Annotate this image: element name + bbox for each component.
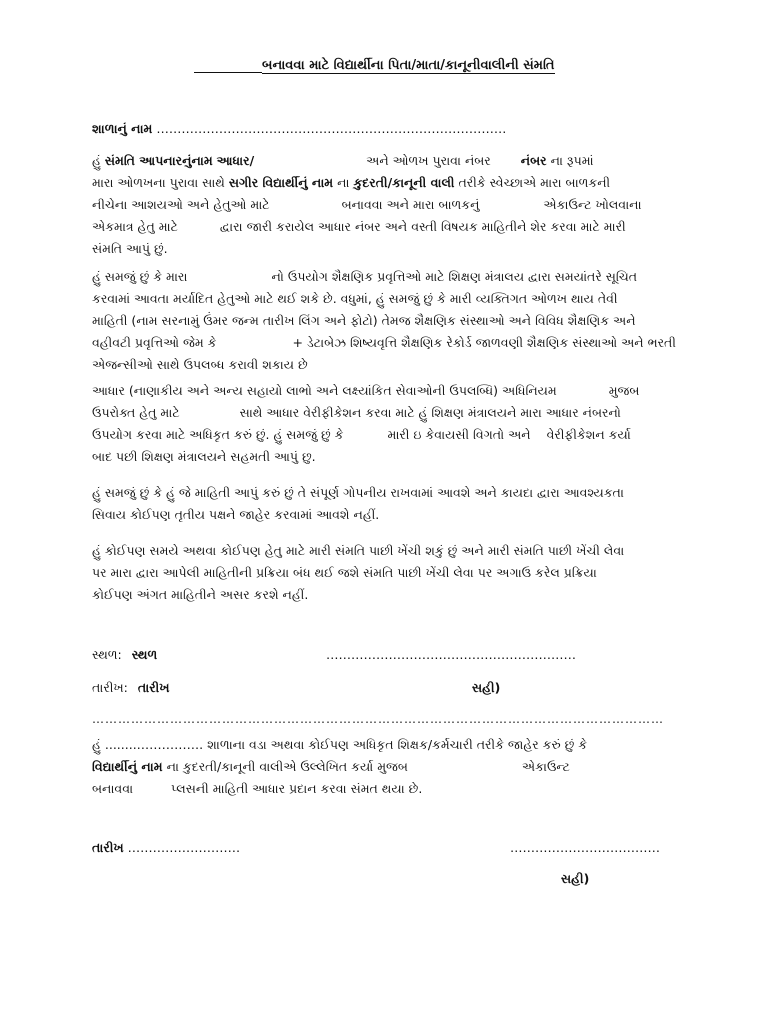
p5-line-3: કોઈપણ અંગત માહિતીને અસર કરશે નહીં. xyxy=(92,587,309,602)
title-text: બનાવવા માટે વિદ્યાર્થીના પિતા/માતા/કાનૂનીવાલીની સંમતિ xyxy=(262,58,555,73)
date-value-1: તારીખ xyxy=(137,680,170,695)
place-value: સ્થળ xyxy=(131,647,158,662)
p2-line-4: વહીવટી પ્રવૃત્તિઓ જેમ કે + ડેટાબેઝ શિષ્યવૃત્તિ શૈક્ષણિક રેકોર્ડ જાળવણી શૈક્ષણિક સંસ્થાઓ અને ભરતી xyxy=(92,335,676,350)
school-name-dots: ………………………………………………………………………… xyxy=(156,121,507,136)
p2-line-1: હું સમજું છું કે મારા નો ઉપયોગ શૈક્ષણિક પ્રવૃત્તિઓ માટે શિક્ષણ મંત્રાલય દ્વારા સમયાંતરે સૂચિત xyxy=(92,269,637,284)
signature-dots: ……………………………… xyxy=(510,840,660,855)
p2-line-5: એજન્સીઓ સાથે ઉપલબ્ધ કરાવી શકાય છે xyxy=(92,357,308,372)
p3-line-2: ઉપરોક્ત હેતુ માટે સાથે આધાર વેરીફીકેશન કરવા માટે હું શિક્ષણ મંત્રાલયને મારા આધાર નંબરનો xyxy=(92,405,621,420)
p3-line-3: ઉપયોગ કરવા માટે અધિકૃત કરું છું. હું સમજું છું કે મારી ઇ કેવાયસી વિગતો અને વેરીફીકેશન કર્યા xyxy=(92,427,631,442)
date-dots-2: ……………………… xyxy=(127,840,241,855)
p1-line-1: હું સંમતિ આપનારનુંનામ આધાર/ અને ઓળખ પુરાવા નંબર નંબર ના રૂપમાં xyxy=(92,153,594,168)
date-label-2: તારીખ xyxy=(92,840,124,855)
p6-line-3: બનાવવા પ્લસની માહિતી આધાર પ્રદાન કરવા સંમત થયા છે. xyxy=(92,781,423,796)
place-dots: …………………………………………………… xyxy=(326,647,576,662)
p1-line-3: નીચેના આશયઓ અને હેતુઓ માટે બનાવવા અને મારા બાળકનું એકાઉન્ટ ખોલવાના xyxy=(92,197,642,212)
p4-line-2: સિવાય કોઈપણ તૃતીય પક્ષને જાહેર કરવામાં આવશે નહીં. xyxy=(92,507,380,522)
p5-line-2: પર મારા દ્વારા આપેલી માહિતીની પ્રક્રિયા બંધ થઈ જશે સંમતિ પાછી ખેંચી લેવા પર અગાઉ કરેલ પ્રક્રિયા xyxy=(92,565,597,580)
p6-line-1: હું ........……………. શાળાના વડા અથવા કોઈપણ અધિકૃત શિક્ષક/કર્મચારી તરીકે જાહેર કરું છું કે xyxy=(92,737,588,752)
title-blank-line xyxy=(194,72,262,73)
p2-line-2: કરવામાં આવતા મર્યાદિત હેતુઓ માટે થઈ શકે છે. વધુમાં, હું સમજું છું કે મારી વ્યક્તિગત ઓળખ થાય તેવી xyxy=(92,291,618,306)
paragraph-aadhaar xyxy=(92,380,678,468)
paragraph-consent xyxy=(92,150,678,260)
date-line-1 xyxy=(92,679,692,696)
p5-line-1: હું કોઈપણ સમયે અથવા કોઈપણ હેતુ માટે મારી સંમતિ પાછી ખેંચી શકું છું અને મારી સંમતિ પાછી ખેંચી લેવા xyxy=(92,543,625,558)
p1-line-2: મારા ઓળખના પુરાવા સાથે સગીર વિદ્યાર્થીનું નામ ના કુદરતી/કાનૂની વાલી તરીકે સ્વેચ્છાએ મારા બાળકની xyxy=(92,175,611,190)
place-label: સ્થળ: xyxy=(92,647,122,662)
p6-line-2: વિદ્યાર્થીનું નામ ના કુદરતી/કાનૂની વાલીએ ઉલ્લેખિત કર્યા મુજબ એકાઉન્ટ xyxy=(92,759,570,774)
p1-line-5: સંમતિ આપું છું. xyxy=(92,241,168,256)
p1-line-4: એકમાત્ર હેતુ માટે દ્વારા જારી કરાયેલ આધાર નંબર અને વસ્તી વિષયક માહિતીને શેર કરવા માટે મારી xyxy=(92,219,626,234)
paragraph-withdrawal xyxy=(92,540,678,606)
school-name-label: શાળાનું નામ xyxy=(92,121,153,136)
date-label-1: તારીખ: xyxy=(92,680,128,695)
p3-line-4: બાદ પછી શિક્ષણ મંત્રાલયને સહમતી આપું છુ. xyxy=(92,449,316,464)
p3-line-1: આધાર (નાણાકીય અને અન્ય સહાયો લાભો અને લક્ષ્યાંકિત સેવાઓની ઉપલબ્ધિ) અધિનિયમ મુજબ xyxy=(92,383,640,398)
date-line-2 xyxy=(92,839,692,856)
signature-label-1: સહી) xyxy=(472,680,501,695)
paragraph-declaration xyxy=(92,734,678,800)
document-title xyxy=(0,58,768,78)
p4-line-1: હું સમજું છું કે હું જે માહિતી આપું કરું છું તે સંપૂર્ણ ગોપનીય રાખવામાં આવશે અને કાયદા દ્વારા આવશ્યકતા xyxy=(92,485,624,500)
p2-line-3: માહિતી (નામ સરનામું ઉંમર જન્મ તારીખ લિંગ અને ફોટો) તેમજ શૈક્ષણિક સંસ્થાઓ અને વિવિધ શૈક્ષણિક અને xyxy=(92,313,636,328)
paragraph-confidentiality xyxy=(92,482,678,526)
place-line xyxy=(92,646,576,663)
section-separator: …………………………………………………………………………………………………………………… xyxy=(92,712,664,726)
paragraph-usage xyxy=(92,266,678,376)
signature-label-2: સહી) xyxy=(561,871,590,886)
school-name-line xyxy=(92,120,506,137)
